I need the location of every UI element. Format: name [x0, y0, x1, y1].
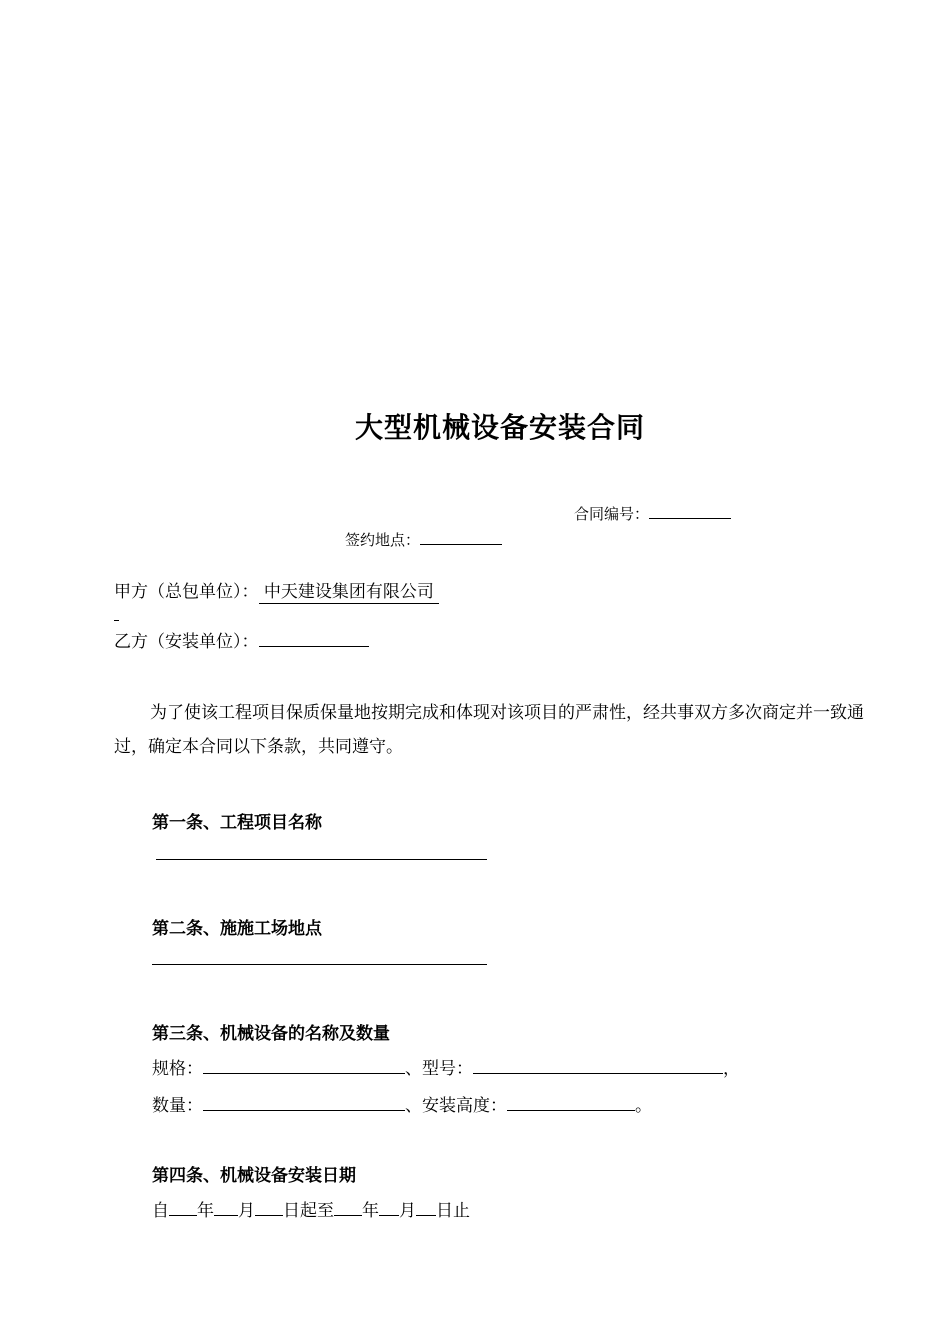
spec-comma: ，	[723, 1059, 740, 1079]
end-month-blank	[379, 1201, 399, 1216]
end-year-blank	[334, 1201, 362, 1216]
height-blank	[507, 1096, 635, 1111]
party-a-label: 甲方（总包单位）：	[114, 582, 259, 602]
spec-blank	[203, 1059, 405, 1074]
end-day-blank	[416, 1201, 436, 1216]
article-1-heading: 第一条、工程项目名称	[152, 813, 322, 833]
start-year-blank	[169, 1201, 197, 1216]
sign-place-row	[345, 529, 502, 550]
intro-paragraph: 为了使该工程项目保质保量地按期完成和体现对该项目的严肃性，经共事双方多次商定并一致通过，确定本合同以下条款，共同遵守。	[114, 703, 864, 757]
article-3-heading: 第三条、机械设备的名称及数量	[152, 1024, 390, 1044]
start-day-label: 日起至	[283, 1201, 334, 1221]
spec-label: 规格：	[152, 1059, 203, 1079]
article-3-quantity-row	[152, 1091, 652, 1116]
sign-place-label: 签约地点：	[345, 531, 421, 549]
start-month-label: 月	[238, 1201, 255, 1221]
contract-number-blank	[649, 504, 731, 519]
stray-mark	[114, 620, 119, 621]
contract-number-label: 合同编号：	[574, 505, 650, 523]
start-day-blank	[255, 1201, 283, 1216]
model-blank	[473, 1059, 723, 1074]
end-year-label: 年	[362, 1201, 379, 1221]
party-b-row	[114, 627, 369, 652]
party-a-row	[114, 577, 439, 602]
party-a-value: 中天建设集团有限公司	[259, 582, 440, 604]
end-month-label: 月	[399, 1201, 416, 1221]
quantity-period: 。	[635, 1096, 652, 1116]
height-label: 、安装高度：	[405, 1096, 507, 1116]
article-2-blank	[152, 964, 487, 965]
article-4-date-row	[152, 1196, 470, 1221]
model-label: 、型号：	[405, 1059, 473, 1079]
article-2-heading: 第二条、施施工场地点	[152, 919, 322, 939]
start-year-label: 年	[197, 1201, 214, 1221]
party-b-label: 乙方（安装单位）：	[114, 632, 259, 652]
contract-number-row	[574, 503, 731, 524]
quantity-blank	[203, 1096, 405, 1111]
article-4-heading: 第四条、机械设备安装日期	[152, 1166, 356, 1186]
start-month-blank	[214, 1201, 238, 1216]
party-b-blank	[259, 632, 369, 647]
from-label: 自	[152, 1201, 169, 1221]
sign-place-blank	[420, 530, 502, 545]
quantity-label: 数量：	[152, 1096, 203, 1116]
article-1-blank	[156, 859, 487, 860]
article-3-spec-row	[152, 1054, 740, 1079]
contract-title: 大型机械设备安装合同	[354, 411, 645, 444]
end-day-label: 日止	[436, 1201, 470, 1221]
